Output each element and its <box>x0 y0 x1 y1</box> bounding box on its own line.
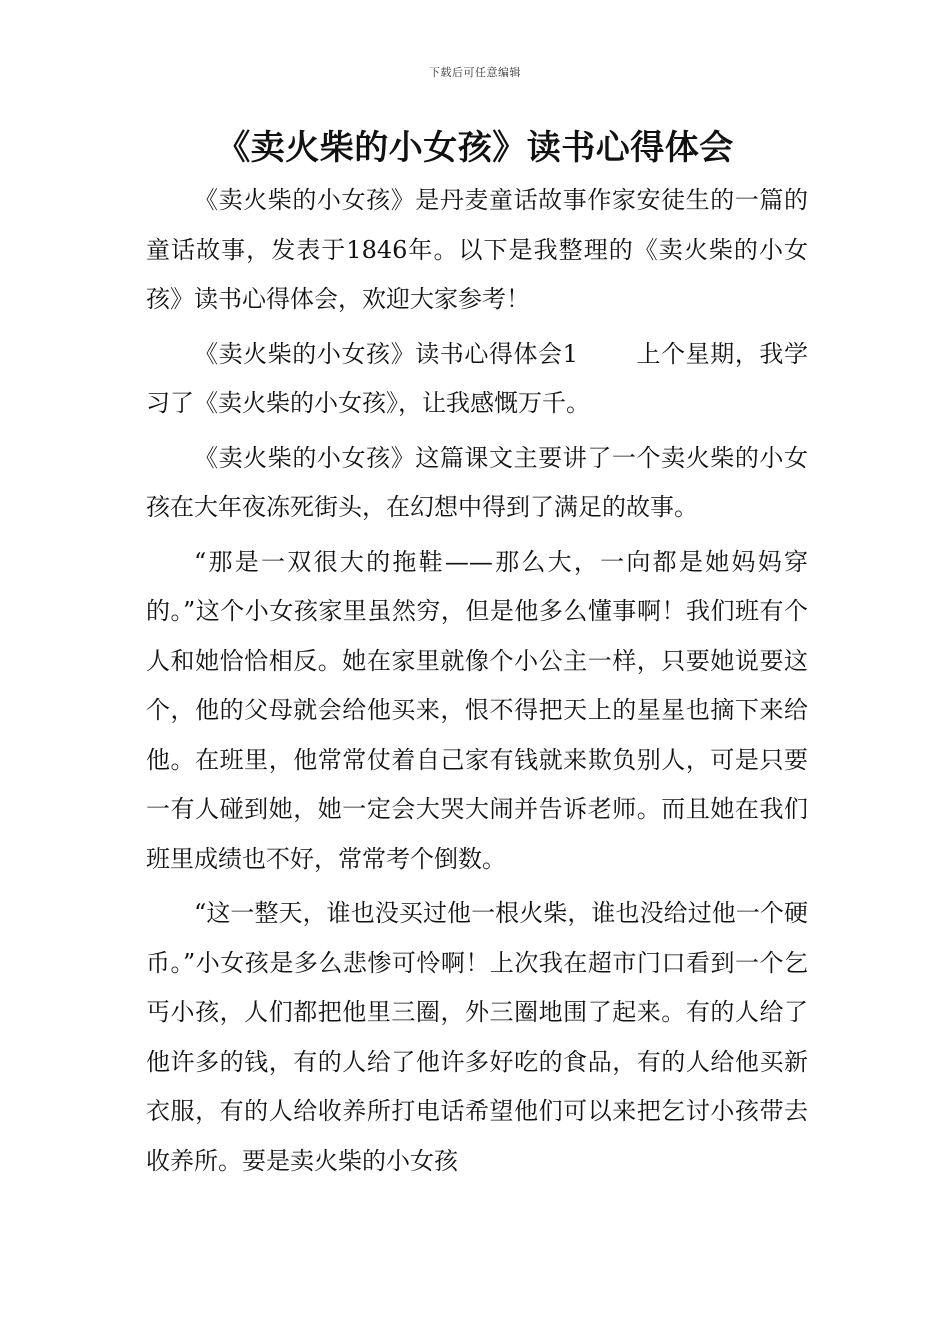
paragraph-intro: 《卖火柴的小女孩》是丹麦童话故事作家安徒生的一篇的童话故事，发表于1846年。以下是我整理的《卖火柴的小女孩》读书心得体会，欢迎大家参考！ <box>146 186 808 313</box>
document-body <box>146 176 808 1191</box>
paragraph-matches: “这一整天，谁也没买过他一根火柴，谁也没给过他一个硬币。”小女孩是多么悲惨可怜啊！上次我在超市门口看到一个乞丐小孩，人们都把他里三圈，外三圈地围了起来。有的人给了他许多的钱，有的人给了他许多好吃的食品，有的人给他买新衣服，有的人给收养所打电话希望他们可以来把乞讨小孩带去收养所。要是卖火柴的小女孩 <box>146 899 808 1175</box>
paragraph-summary: 《卖火柴的小女孩》这篇课文主要讲了一个卖火柴的小女孩在大年夜冻死街头，在幻想中得到了满足的故事。 <box>146 443 808 521</box>
document-title: 《卖火柴的小女孩》读书心得体会 <box>216 128 734 168</box>
section-first-sentence: 上个星期，我学习了《卖火柴的小女孩》，让我感慨万千。 <box>146 339 808 417</box>
paragraph-section-heading <box>146 330 808 429</box>
header-note: 下载后可任意编辑 <box>429 66 521 79</box>
section-heading: 《卖火柴的小女孩》读书心得体会1 <box>194 339 578 368</box>
paragraph-slippers: “那是一双很大的拖鞋——那么大，一向都是她妈妈穿的。”这个小女孩家里虽然穷，但是他多么懂事啊！我们班有个人和她恰恰相反。她在家里就像个小公主一样，只要她说要这个，他的父母就会给他买来，恨不得把天上的星星也摘下来给他。在班里，他常常仗着自己家有钱就来欺负别人，可是只要一有人碰到她，她一定会大哭大闹并告诉老师。而且她在我们班里成绩也不好，常常考个倒数。 <box>146 547 808 873</box>
